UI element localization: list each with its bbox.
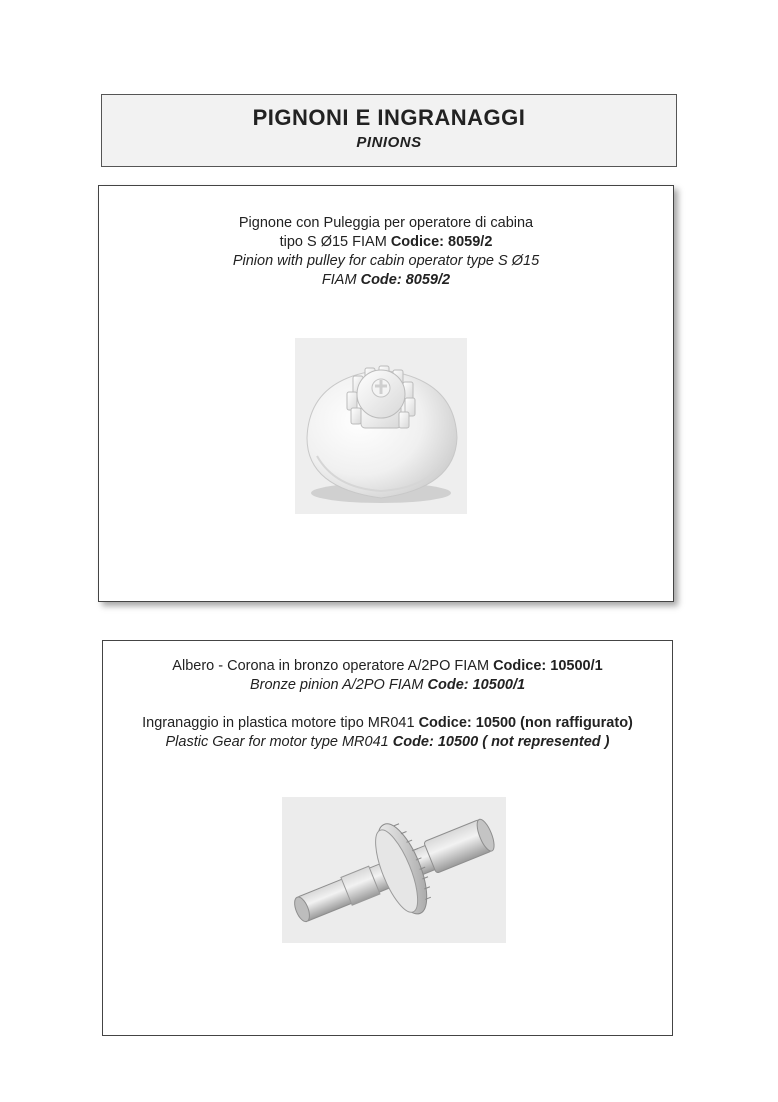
pinion-pulley-image xyxy=(295,338,467,514)
page-header xyxy=(101,94,677,167)
desc-line-it-code xyxy=(99,233,673,252)
desc-line-en-code xyxy=(103,676,672,695)
spacer xyxy=(103,695,672,714)
page-subtitle: PINIONS xyxy=(356,134,422,151)
desc-line-en: Pinion with pulley for cabin operator type S Ø15 xyxy=(232,253,540,269)
desc-text: Ingranaggio in plastica motore tipo MR041 xyxy=(142,715,419,731)
product-description xyxy=(99,214,673,290)
product-code: Codice: 10500/1 xyxy=(493,658,603,674)
desc-line-en-code xyxy=(99,271,673,290)
desc-text: Albero - Corona in bronzo operatore A/2PO FIAM xyxy=(172,658,494,674)
desc-text: Plastic Gear for motor type MR041 xyxy=(165,734,393,750)
product-card-bronze-pinion xyxy=(102,640,673,1036)
desc-text: FIAM xyxy=(321,272,361,288)
product-description xyxy=(103,657,672,752)
product-code: Codice: 10500 (non raffigurato) xyxy=(418,715,633,731)
product-card-pinion-pulley xyxy=(98,185,674,602)
product-code: Codice: 8059/2 xyxy=(390,234,493,250)
desc-line-it-code xyxy=(103,714,672,733)
product-code: Code: 8059/2 xyxy=(360,272,451,288)
pinion-pulley-drawing xyxy=(295,338,467,514)
desc-line-it-code xyxy=(103,657,672,676)
desc-line-en-code xyxy=(103,733,672,752)
desc-line-it: Pignone con Puleggia per operatore di cabina xyxy=(238,215,534,231)
page-title: PIGNONI E INGRANAGGI xyxy=(252,105,526,130)
desc-text: Bronze pinion A/2PO FIAM xyxy=(249,677,428,693)
product-code: Code: 10500/1 xyxy=(427,677,526,693)
desc-text: tipo S Ø15 FIAM xyxy=(279,234,391,250)
shaft-gear-image xyxy=(282,797,506,943)
shaft-gear-drawing xyxy=(282,797,506,943)
product-code: Code: 10500 ( not represented ) xyxy=(392,734,610,750)
